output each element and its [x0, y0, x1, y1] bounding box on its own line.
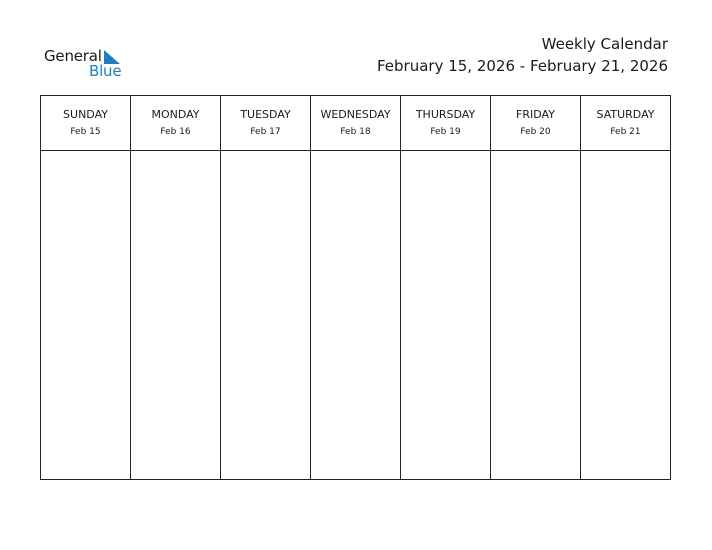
day-name: FRIDAY	[516, 108, 555, 121]
day-date: Feb 17	[250, 127, 281, 137]
day-header	[41, 96, 130, 151]
weekly-calendar-grid	[40, 95, 671, 480]
day-column-tuesday	[221, 96, 311, 479]
day-column-thursday	[401, 96, 491, 479]
day-cell[interactable]	[41, 151, 130, 479]
day-header	[581, 96, 670, 151]
generalblue-logo	[44, 46, 134, 82]
day-header	[221, 96, 310, 151]
day-name: SATURDAY	[596, 108, 655, 121]
day-date: Feb 19	[430, 127, 461, 137]
day-name: MONDAY	[151, 108, 200, 121]
day-column-sunday	[41, 96, 131, 479]
day-column-friday	[491, 96, 581, 479]
logo-word-general: General	[44, 47, 102, 65]
day-date: Feb 15	[70, 127, 101, 137]
date-range: February 15, 2026 - February 21, 2026	[376, 57, 668, 75]
logo-word-blue: Blue	[89, 62, 122, 80]
day-cell[interactable]	[221, 151, 310, 479]
day-date: Feb 18	[340, 127, 371, 137]
day-date: Feb 21	[610, 127, 641, 137]
page-title: Weekly Calendar	[541, 35, 668, 53]
day-header	[311, 96, 400, 151]
header-title-block	[377, 34, 668, 77]
day-cell[interactable]	[401, 151, 490, 479]
day-cell[interactable]	[311, 151, 400, 479]
day-cell[interactable]	[491, 151, 580, 479]
day-name: WEDNESDAY	[320, 108, 391, 121]
day-column-saturday	[581, 96, 670, 479]
day-header	[401, 96, 490, 151]
day-cell[interactable]	[581, 151, 670, 479]
day-date: Feb 20	[520, 127, 551, 137]
day-name: THURSDAY	[415, 108, 476, 121]
day-cell[interactable]	[131, 151, 220, 479]
day-header	[491, 96, 580, 151]
day-date: Feb 16	[160, 127, 191, 137]
day-name: SUNDAY	[63, 108, 108, 121]
day-header	[131, 96, 220, 151]
day-column-monday	[131, 96, 221, 479]
day-name: TUESDAY	[240, 108, 291, 121]
day-column-wednesday	[311, 96, 401, 479]
